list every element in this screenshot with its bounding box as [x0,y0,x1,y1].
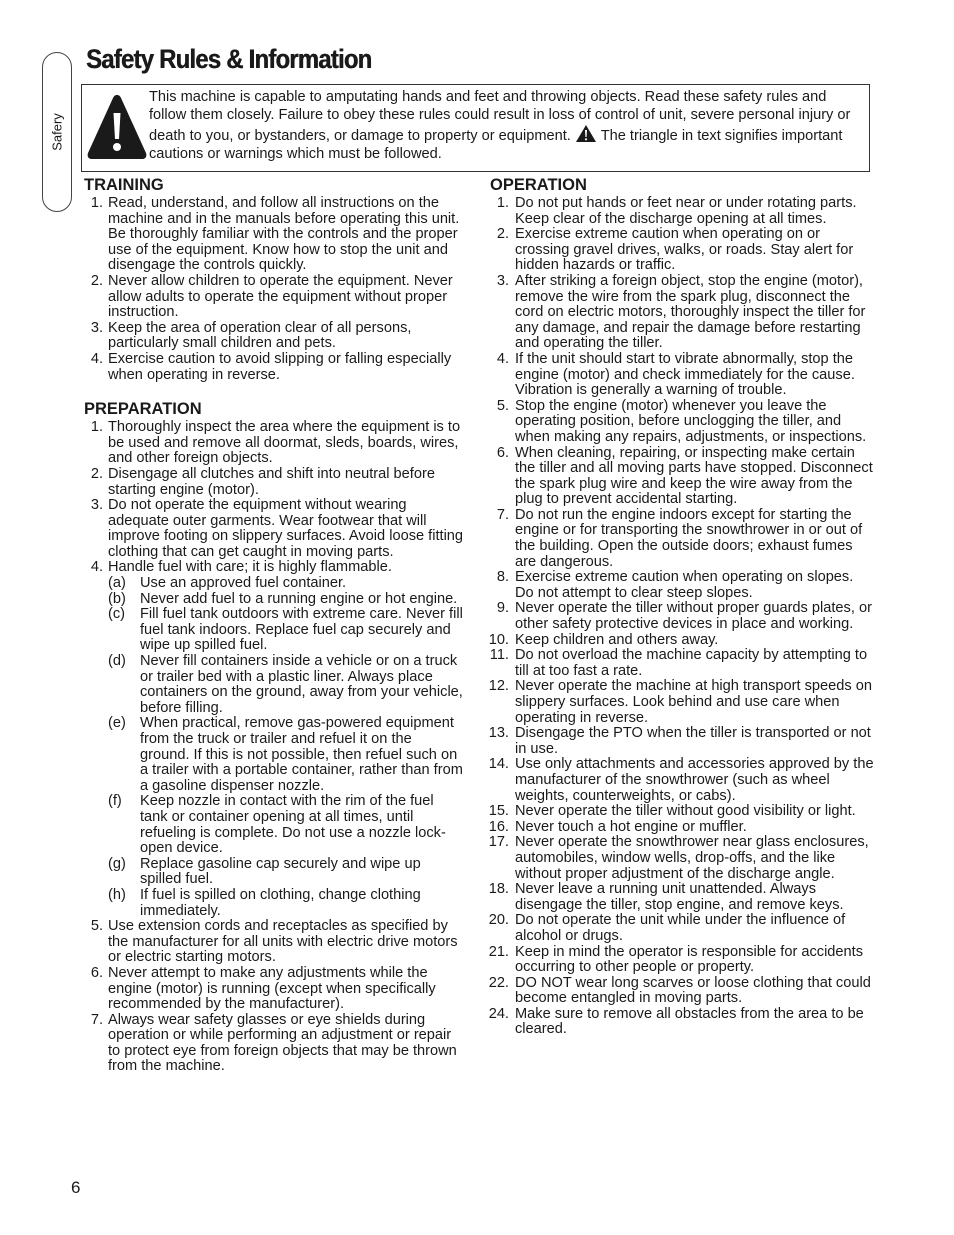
item-text: Never attempt to make any adjustments while the engine (motor) is running (except when specifically recommended by the manufacturer). [108,964,436,1013]
item-text: Exercise extreme caution when operating on slopes. Do not attempt to clear steep slopes. [515,569,854,601]
inline-warning-icon [575,124,597,143]
item-number: 22. [488,974,509,991]
list-item [490,804,875,820]
item-text: When practical, remove gas-powered equipment from the truck or trailer and refuel it on the ground. If this is not possible, then refuel such on a trailer with a portable container, rather than from a gasoline dispenser nozzle. [140,715,463,794]
item-number: (f) [108,793,122,810]
warning-text-part2: The triangle in text signifies important cautions or warnings which must be followed. [149,128,843,162]
list-item [84,919,464,966]
item-number: 10. [488,631,509,648]
item-text: If the unit should start to vibrate abnormally, stop the engine (motor) and check immediately for the cause. Vibration is generally a warning of trouble. [515,350,855,399]
list-item [84,498,464,560]
item-number: 9. [496,600,509,617]
item-text: When cleaning, repairing, or inspecting make certain the tiller and all moving parts have stopped. Disconnect the spark plug wire and keep the wire away from the plug to prevent accidental starting. [515,444,873,508]
item-number: 6. [496,444,509,461]
item-number: 13. [488,725,509,742]
item-text: Use an approved fuel container. [140,575,347,592]
operation-list [490,196,875,1038]
item-text: Never operate the machine at high transport speeds on slippery surfaces. Look behind and use care when operating in reverse. [515,678,872,726]
item-text: Never fill containers inside a vehicle or on a truck or trailer bed with a plastic liner. Always place containers on the ground, away from your vehicle, before filling. [140,653,463,716]
item-number: 1. [90,419,103,436]
list-item [490,196,875,227]
list-item [490,508,875,570]
item-text: After striking a foreign object, stop the engine (motor), remove the wire from the spark plug, disconnect the cord on electric motors, thoroughly inspect the tiller for any damage, and repair the damage before restarting and operating the tiller. [515,272,866,352]
item-text: Stop the engine (motor) whenever you leave the operating position, before unclogging the tiller, and when making any repairs, adjustments, or inspections. [515,397,867,445]
item-text: Exercise extreme caution when operating on or crossing gravel drives, walks, or roads. Stay alert for hidden hazards or traffic. [515,226,854,274]
item-text: Never leave a running unit unattended. Always disengage the tiller, stop engine, and remove keys. [515,881,844,913]
item-text: Make sure to remove all obstacles from the area to be cleared. [515,1005,864,1038]
list-item [108,607,464,654]
item-text: Do not overload the machine capacity by attempting to till at too fast a rate. [515,647,868,679]
page-number: 6 [71,1178,81,1197]
list-item [108,654,464,716]
list-item [108,716,464,794]
item-text: Do not operate the unit while under the influence of alcohol or drugs. [515,912,846,944]
list-item [108,592,464,608]
list-item [490,1007,875,1038]
item-text: Keep children and others away. [515,631,719,648]
item-number: 5. [90,918,103,935]
item-number: 1. [90,195,103,211]
preparation-list [84,420,464,1075]
item-number: 1. [496,195,509,211]
item-text: DO NOT wear long scarves or loose clothing that could become entangled in moving parts. [515,974,871,1007]
list-item [84,420,464,467]
list-item [108,857,464,888]
item-text: Never operate the snowthrower near glass enclosures, automobiles, window wells, drop-offs, and the like without proper adjustment of the discharge angle. [515,834,869,882]
item-text: Never operate the tiller without good visibility or light. [515,803,856,820]
list-item [490,274,875,352]
preparation-heading: PREPARATION [84,400,202,419]
item-text: Keep the area of operation clear of all persons, particularly small children and pets. [108,319,412,352]
item-text: Never add fuel to a running engine or hot engine. [140,590,458,607]
safety-warning-box [81,84,870,172]
right-column [490,175,875,1038]
list-item [490,945,875,976]
item-number: 4. [90,559,103,576]
operation-heading: OPERATION [490,176,587,194]
item-number: 3. [496,272,509,289]
item-number: 12. [488,678,509,695]
list-item [490,679,875,726]
item-text: Fill fuel tank outdoors with extreme care. Never fill fuel tank indoors. Replace fuel cap securely and wipe up spilled fuel. [140,606,463,654]
item-number: 4. [496,350,509,367]
list-item [490,227,875,274]
list-item [490,633,875,649]
item-text: Keep in mind the operator is responsible for accidents occurring to other people or property. [515,943,864,976]
item-text: Exercise caution to avoid slipping or falling especially when operating in reverse. [108,350,452,383]
left-column [84,175,464,1075]
section-side-tab [42,52,72,212]
item-number: 2. [90,465,103,482]
item-number: 6. [90,964,103,981]
warning-triangle-icon [86,91,148,163]
list-item [490,913,875,944]
item-text: Do not put hands or feet near or under rotating parts. Keep clear of the discharge opening at all times. [515,195,857,227]
item-number: 17. [488,834,509,851]
list-item [490,976,875,1007]
item-number: (d) [108,653,126,670]
item-number: 14. [488,756,509,773]
item-text: Disengage all clutches and shift into neutral before starting engine (motor). [108,465,435,498]
item-number: 2. [496,226,509,243]
item-text: Handle fuel with care; it is highly flammable. [108,559,392,576]
list-item [490,399,875,446]
item-text: Never allow children to operate the equipment. Never allow adults to operate the equipment without proper instruction. [108,272,453,321]
training-list [84,196,464,383]
item-number: 15. [488,803,509,820]
item-text: Replace gasoline cap securely and wipe up spilled fuel. [140,855,421,888]
list-item [84,352,464,383]
item-text: Never operate the tiller without proper guards plates, or other safety protective devices in place and working. [515,600,872,633]
list-item [108,888,464,919]
list-item [490,726,875,757]
list-item [84,321,464,352]
item-text: Never touch a hot engine or muffler. [515,818,747,835]
warning-text [149,88,864,163]
item-text: Keep nozzle in contact with the rim of the fuel tank or container opening at all times, until refueling is complete. Do not use a nozzle lock-open device. [140,793,446,857]
page-title: Safety Rules & Information [86,44,372,74]
item-text: Do not run the engine indoors except for starting the engine or for transporting the snowthrower in or out of the building. Open the outside doors; exhaust fumes are dangerous. [515,506,863,570]
item-number: 16. [488,818,509,835]
item-text: Do not operate the equipment without wearing adequate outer garments. Wear footwear that will improve footing on slippery surfaces. Avoid loose fitting clothing that can get caught in moving parts. [108,497,464,560]
item-number: 20. [488,912,509,929]
item-number: (c) [108,606,126,623]
item-number: 2. [90,272,103,289]
list-item [490,352,875,399]
list-item [84,966,464,1013]
item-text: Thoroughly inspect the area where the equipment is to be used and remove all doormat, sleds, boards, wires, and other foreign objects. [108,419,461,467]
list-item [490,835,875,882]
item-number: 18. [488,881,509,898]
list-item [490,648,875,679]
list-item [490,446,875,508]
item-number: 24. [488,1005,509,1022]
list-item [108,794,464,856]
item-text: Use extension cords and receptacles as specified by the manufacturer for all units with electric drive motors or electric starting motors. [108,918,458,966]
list-item [490,820,875,836]
item-number: 21. [488,943,509,960]
list-item [490,757,875,804]
list-item [84,274,464,321]
item-text: Use only attachments and accessories approved by the manufacturer of the snowthrower (such as wheel weights, counterweights, or cabs). [515,756,874,804]
item-number: (a) [108,575,126,592]
list-item [490,570,875,601]
list-item [84,196,464,274]
item-number: 11. [489,647,509,664]
side-tab-label: Safery [49,113,65,151]
item-number: 7. [90,1011,103,1028]
list-item [84,560,464,919]
item-number: 7. [496,506,509,523]
item-number: (h) [108,886,126,903]
item-number: (e) [108,715,126,732]
item-text: Always wear safety glasses or eye shields during operation or while performing an adjustment or repair to protect eye from foreign objects that may be thrown from the machine. [108,1011,457,1075]
item-number: (g) [108,855,126,872]
training-heading: TRAINING [84,176,164,194]
item-number: 4. [90,350,103,367]
list-item [84,1013,464,1075]
item-number: (b) [108,590,126,607]
item-text: If fuel is spilled on clothing, change clothing immediately. [140,886,421,919]
item-text: Disengage the PTO when the tiller is transported or not in use. [515,725,871,757]
item-text: Read, understand, and follow all instructions on the machine and in the manuals before operating this unit. Be thoroughly familiar with the controls and the proper use of the equipment. Know how to stop the unit and disengage the controls quickly. [108,195,460,274]
list-item [108,576,464,592]
list-item [490,601,875,632]
item-number: 8. [496,569,509,586]
fuel-sublist [108,576,464,919]
item-number: 5. [496,397,509,414]
item-number: 3. [90,319,103,336]
list-item [84,467,464,498]
list-item [490,882,875,913]
warning-text-part1: This machine is capable to amputating hands and feet and throwing objects. Read these safety rules and follow them closely. Failure to obey these rules could result in loss of control of unit, severe personal injury or death to you, or bystanders, or damage to property or equipment. [149,89,851,144]
item-number: 3. [90,497,103,514]
